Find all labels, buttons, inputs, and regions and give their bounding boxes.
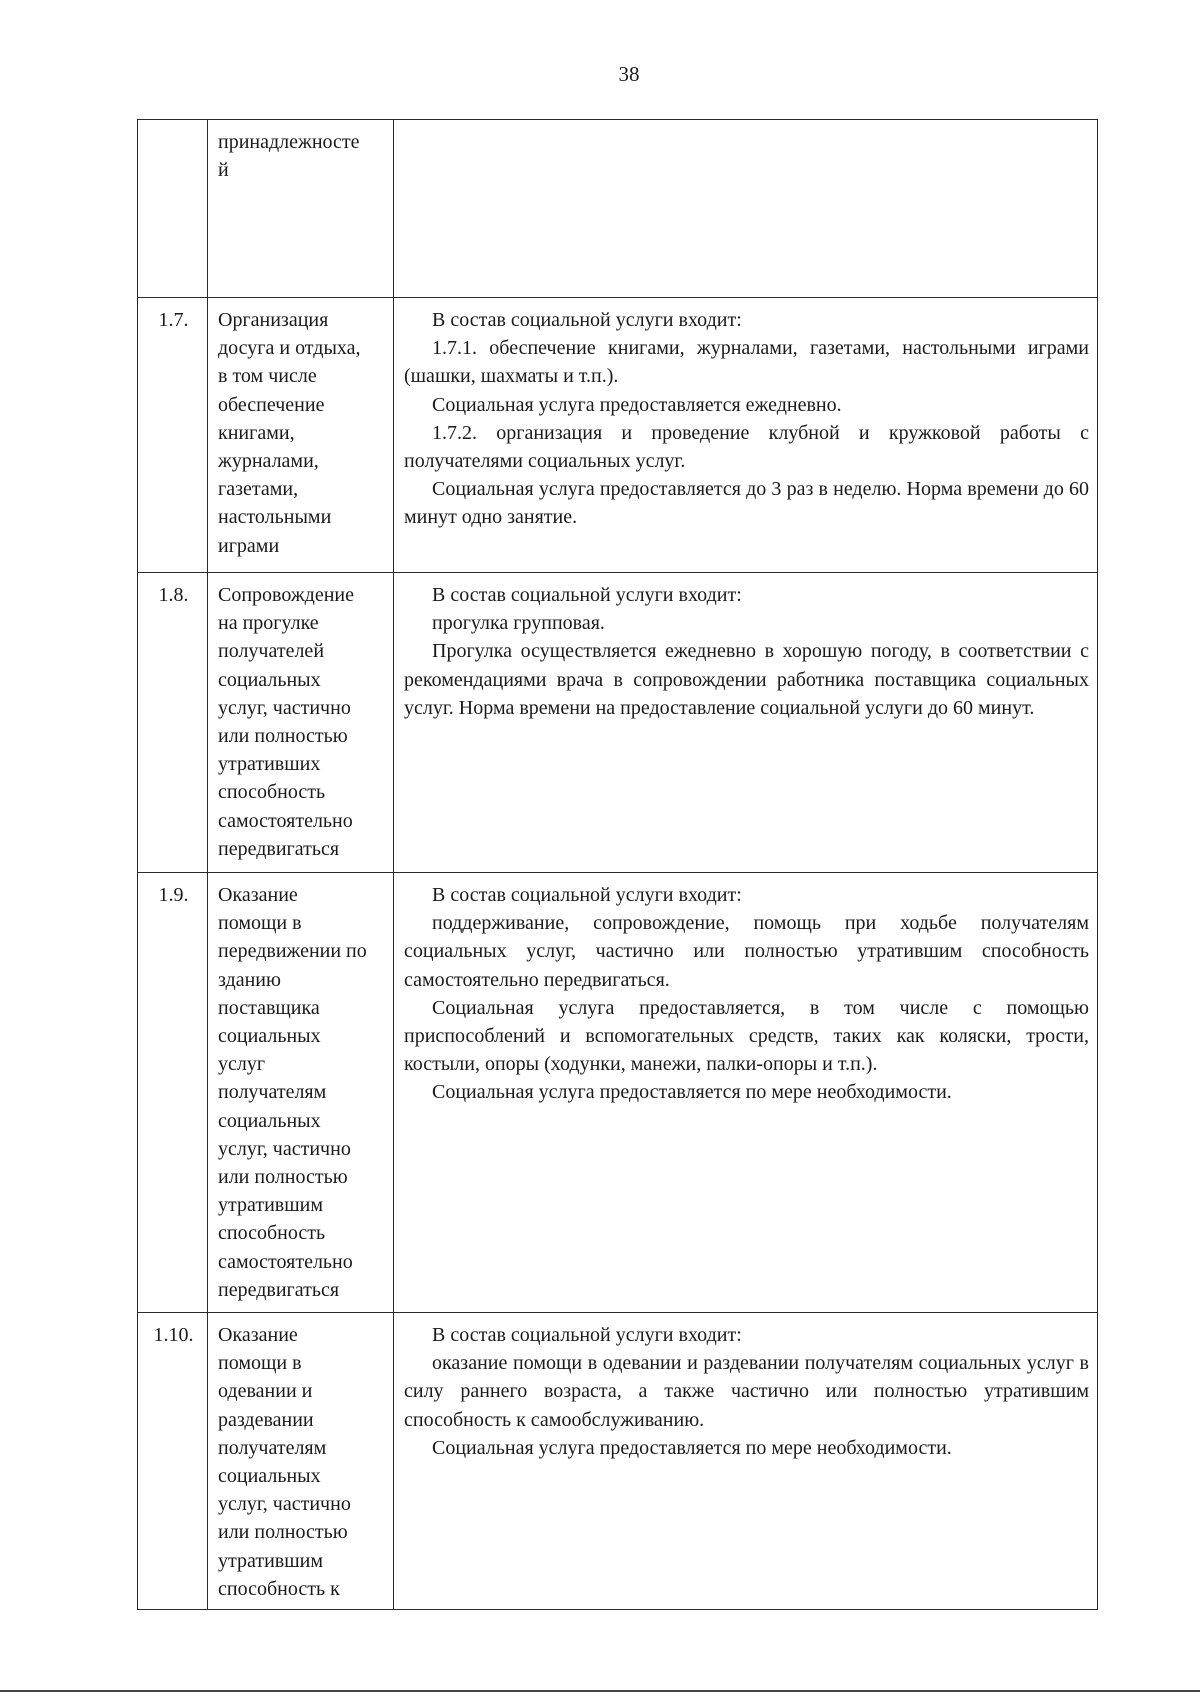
description-paragraph: Социальная услуга предоставляется ежедневно.: [432, 393, 842, 416]
service-name-line: услуг, частично: [218, 1493, 351, 1516]
service-name-line: обеспечение: [218, 393, 325, 416]
row-number: 1.7.: [138, 298, 208, 573]
service-name: [208, 873, 394, 1313]
service-name-line: одевании и: [218, 1380, 313, 1403]
service-description: [394, 873, 1098, 1313]
service-name-line: журналами,: [218, 450, 319, 473]
description-paragraph: В состав социальной услуги входит:: [432, 309, 742, 331]
service-name-line: способность к: [218, 1577, 340, 1600]
service-name-line: досуга и отдыха,: [218, 337, 361, 360]
service-description: [394, 573, 1098, 873]
service-name-line: книгами,: [218, 421, 295, 444]
service-name-line: услуг: [218, 1053, 266, 1076]
service-name-line: зданию: [218, 968, 281, 991]
description-paragraph: оказание помощи в одевании и раздевании получателям социальных услуг в силу раннего возраста, а также частично или полностью утратившим способность к самообслуживанию.: [404, 1352, 1089, 1431]
service-name-line: самостоятельно: [218, 1250, 353, 1273]
service-name-line: Сопровождение: [218, 584, 355, 606]
service-name: [208, 573, 394, 873]
description-paragraph: Социальная услуга предоставляется по мере необходимости.: [432, 1081, 952, 1104]
service-name-line: передвигаться: [218, 837, 340, 860]
service-name-line: помощи в: [218, 1352, 302, 1375]
table-row: [138, 298, 1098, 573]
service-description: [394, 120, 1098, 298]
description-paragraph: 1.7.1. обеспечение книгами, журналами, газетами, настольными играми (шашки, шахматы и т.п.).: [404, 337, 1089, 388]
row-number: 1.8.: [138, 573, 208, 873]
bottom-rule: [0, 1690, 1200, 1692]
service-name-line: получателей: [218, 640, 325, 663]
service-name-line: утративших: [218, 753, 321, 776]
row-number: 1.10.: [138, 1313, 208, 1610]
description-paragraph: прогулка групповая.: [432, 612, 605, 635]
service-name-line: социальных: [218, 668, 321, 691]
table-row: [138, 573, 1098, 873]
service-name-line: услуг, частично: [218, 696, 351, 719]
service-name-line: социальных: [218, 1465, 321, 1488]
service-description: [394, 1313, 1098, 1610]
service-name-line: получателям: [218, 1081, 327, 1104]
service-name-line: раздевании: [218, 1408, 314, 1431]
service-name-line: или полностью: [218, 725, 348, 748]
row-number: [138, 120, 208, 298]
service-name-line: принадлежносте: [218, 131, 360, 153]
service-name-line: играми: [218, 534, 280, 557]
description-paragraph: В состав социальной услуги входит:: [432, 584, 742, 606]
service-name: [208, 298, 394, 573]
service-name-line: помощи в: [218, 912, 302, 935]
service-name-line: утратившим: [218, 1194, 323, 1217]
service-name-line: Оказание: [218, 884, 298, 906]
service-name: [208, 1313, 394, 1610]
description-paragraph: 1.7.2. организация и проведение клубной и кружковой работы с получателями социальных услуг.: [404, 421, 1089, 473]
page-number: 38: [618, 62, 640, 86]
service-name-line: способность: [218, 781, 326, 804]
service-name-line: самостоятельно: [218, 809, 353, 832]
service-name-line: передвигаться: [218, 1278, 340, 1301]
description-paragraph: Социальная услуга предоставляется по мере необходимости.: [432, 1436, 952, 1459]
service-name: [208, 120, 394, 298]
service-name-line: поставщика: [218, 996, 320, 1019]
row-number: 1.9.: [138, 873, 208, 1313]
table-row: [138, 873, 1098, 1313]
service-name-line: газетами,: [218, 478, 299, 501]
service-name-line: на прогулке: [218, 612, 319, 635]
description-paragraph: Прогулка осуществляется ежедневно в хорошую погоду, в соответствии с рекомендациями врача в сопровождении работника поставщика социальных услуг. Норма времени на предоставление социальной услуги до 60 минут.: [404, 640, 1089, 719]
service-name-line: или полностью: [218, 1521, 348, 1544]
service-name-line: Организация: [218, 309, 329, 331]
table-row: [138, 1313, 1098, 1610]
description-paragraph: В состав социальной услуги входит:: [432, 1324, 742, 1346]
service-name-line: утратившим: [218, 1549, 323, 1572]
description-paragraph: В состав социальной услуги входит:: [432, 884, 742, 906]
description-paragraph: Социальная услуга предоставляется до 3 раз в неделю. Норма времени до 60 минут одно занятие.: [404, 478, 1089, 529]
service-name-line: или полностью: [218, 1166, 348, 1189]
table-row: [138, 120, 1098, 298]
service-name-line: в том числе: [218, 365, 317, 388]
description-paragraph: поддерживание, сопровождение, помощь при ходьбе получателям социальных услуг, частично или полностью утратившим способность самостоятельно передвигаться.: [404, 912, 1089, 991]
service-description: [394, 298, 1098, 573]
service-name-line: настольными: [218, 506, 332, 529]
service-name-line: Оказание: [218, 1324, 298, 1346]
service-name-line: передвижении по: [218, 940, 367, 963]
service-name-line: получателям: [218, 1436, 327, 1459]
service-name-line: социальных: [218, 1025, 321, 1048]
service-name-line: услуг, частично: [218, 1137, 351, 1160]
service-name-line: й: [218, 159, 229, 182]
services-table: [137, 119, 1098, 1610]
description-paragraph: Социальная услуга предоставляется, в том числе с помощью приспособлений и вспомогательных средств, таких как коляски, трости, костыли, опоры (ходунки, манежи, палки-опоры и т.п.).: [404, 996, 1089, 1076]
service-name-line: социальных: [218, 1109, 321, 1132]
service-name-line: способность: [218, 1222, 326, 1245]
